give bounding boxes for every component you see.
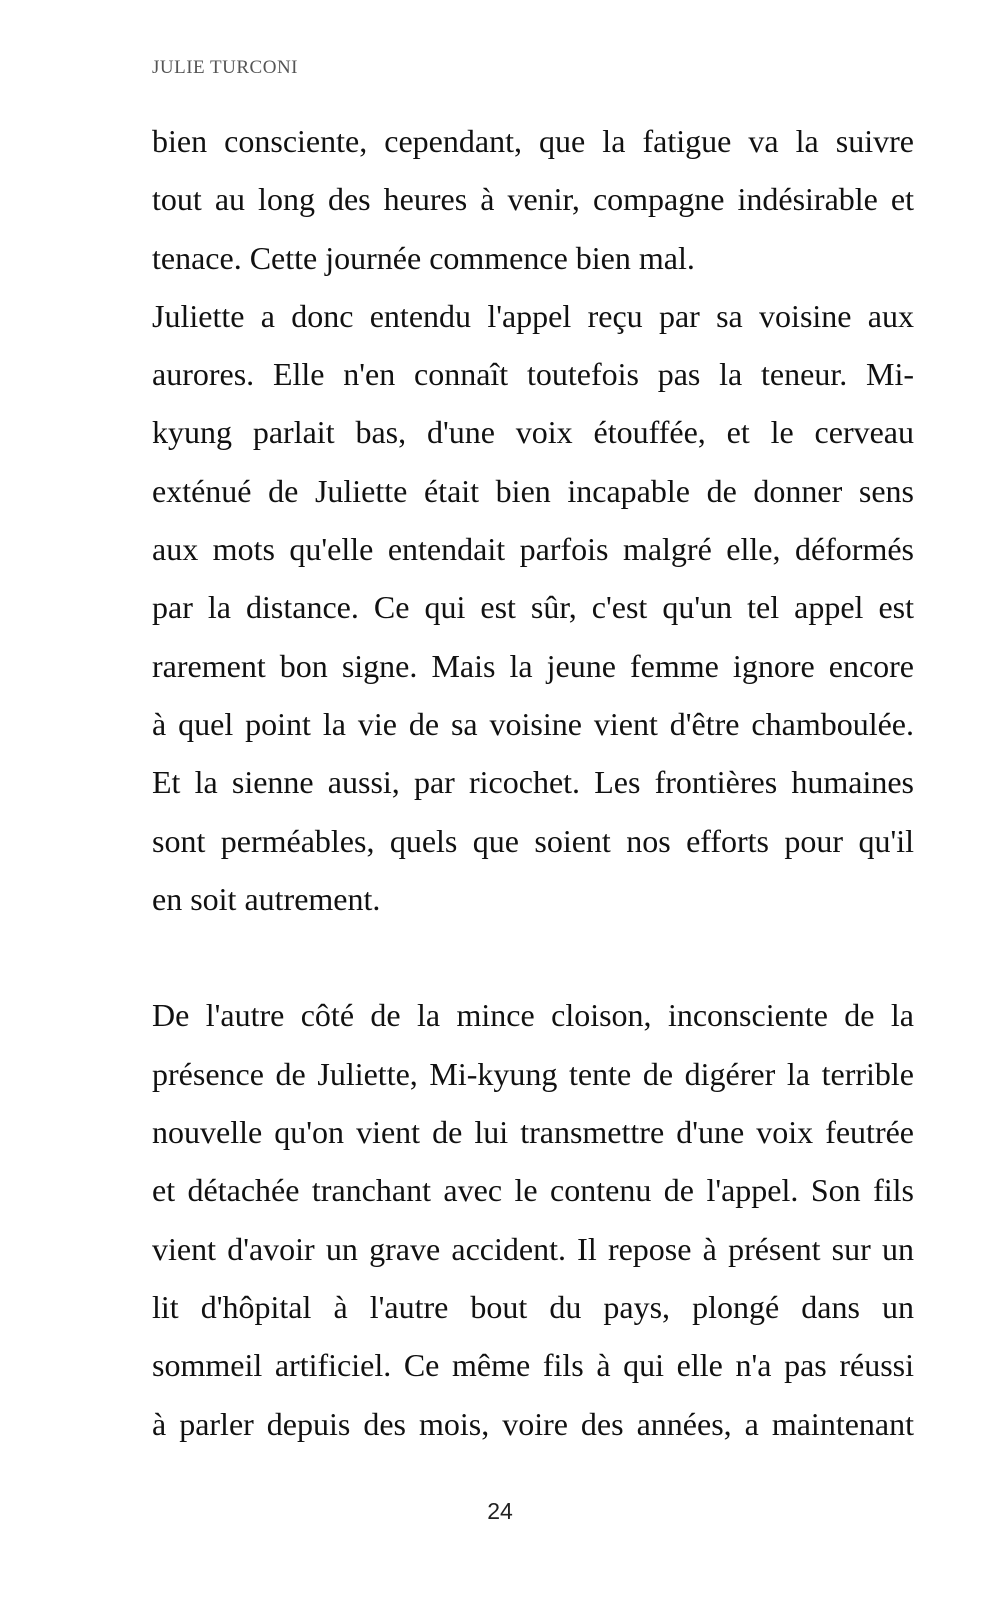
text-line: en soit autrement. <box>152 880 381 917</box>
text-line: exténué de Juliette était bien incapable de donner sens <box>152 472 914 509</box>
text-line: aux mots qu'elle entendait parfois malgré elle, déformés <box>152 531 914 568</box>
text-line: aurores. Elle n'en connaît toutefois pas la teneur. Mi- <box>152 356 914 393</box>
text-line: et détachée tranchant avec le contenu de l'appel. Son fils <box>152 1172 914 1209</box>
text-line: rarement bon signe. Mais la jeune femme ignore encore <box>152 647 914 684</box>
text-line: vient d'avoir un grave accident. Il repose à présent sur un <box>152 1230 914 1267</box>
body-text <box>152 112 914 1453</box>
text-line: De l'autre côté de la mince cloison, inconsciente de la <box>152 997 914 1034</box>
text-line: sommeil artificiel. Ce même fils à qui elle n'a pas réussi <box>152 1347 914 1384</box>
text-line: Et la sienne aussi, par ricochet. Les frontières humaines <box>152 764 914 801</box>
paragraph-break <box>152 928 914 986</box>
page-number: 24 <box>487 1498 513 1524</box>
text-line: bien consciente, cependant, que la fatigue va la suivre <box>152 123 914 159</box>
text-line: à quel point la vie de sa voisine vient d'être chamboulée. <box>152 705 914 742</box>
text-line: par la distance. Ce qui est sûr, c'est qu'un tel appel est <box>152 589 914 626</box>
text-line: à parler depuis des mois, voire des années, a maintenant <box>152 1405 914 1442</box>
text-line: sont perméables, quels que soient nos efforts pour qu'il <box>152 822 914 859</box>
text-line: lit d'hôpital à l'autre bout du pays, plongé dans un <box>152 1288 914 1325</box>
text-line: tenace. Cette journée commence bien mal. <box>152 239 695 276</box>
text-line: kyung parlait bas, d'une voix étouffée, et le cerveau <box>152 414 914 451</box>
text-line: Juliette a donc entendu l'appel reçu par sa voisine aux <box>152 297 914 334</box>
running-header: JULIE TURCONI <box>152 57 299 78</box>
text-line: présence de Juliette, Mi-kyung tente de digérer la terrible <box>152 1055 914 1092</box>
text-line: tout au long des heures à venir, compagne indésirable et <box>152 181 914 218</box>
text-line: nouvelle qu'on vient de lui transmettre d'une voix feutrée <box>152 1114 914 1151</box>
